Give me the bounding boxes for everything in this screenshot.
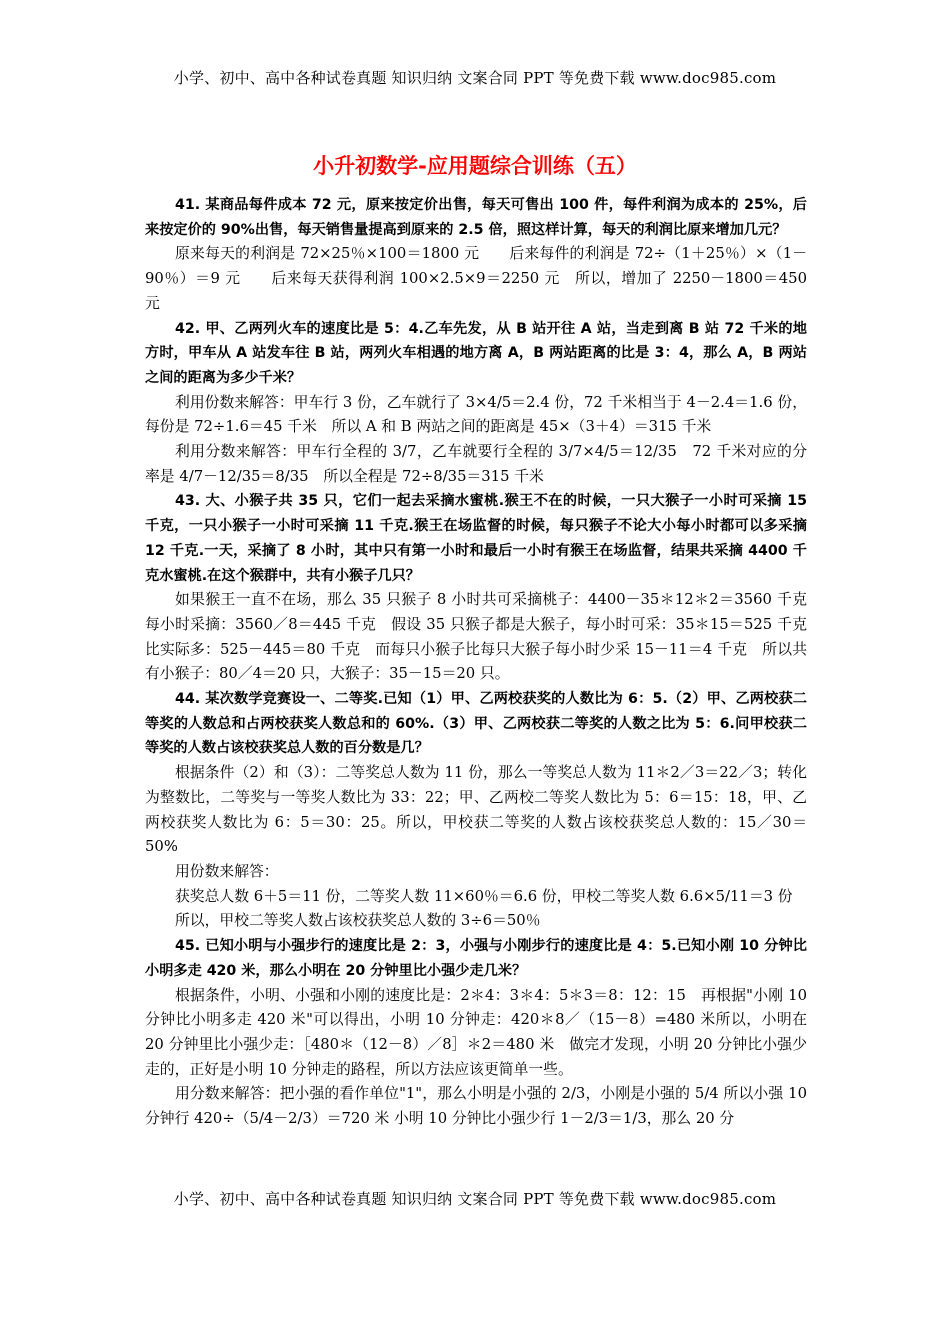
answer-text: 用分数来解答：把小强的看作单位"1"，那么小明是小强的 2/3，小刚是小强的 5/4 所以小强 10 分钟行 420÷（5/4－2/3）＝720 米 小明 10 分钟比小强少行 1－2/3＝1/3，那么 20 分 [145,1085,807,1128]
page-footer: 小学、初中、高中各种试卷真题 知识归纳 文案合同 PPT 等免费下载 www.doc985.com [173,1190,777,1208]
problem-43 [145,489,822,687]
problem-44 [145,687,807,934]
answer-text: 根据条件（2）和（3）：二等奖总人数为 11 份，那么一等奖总人数为 11＊2／3＝22／3；转化为整数比，二等奖与一等奖人数比为 33：22；甲、乙两校二等奖人数比为 5：6＝15：18，甲、乙两校获奖人数比为 6：5＝30：25。所以，甲校获二等奖的人数占该校获奖总人数的：15／30＝50% [145,764,807,856]
answer-text: 利用份数来解答：甲车行 3 份，乙车就行了 3×4/5＝2.4 份，72 千米相当于 4－2.4＝1.6 份，每份是 72÷1.6＝45 千米 所以 A 和 B 两站之间的距离是 45×（3＋4）＝315 千米 [145,393,807,436]
answer-text: 所以，甲校二等奖人数占该校获奖总人数的 3÷6＝50％ [175,912,541,930]
question-text: 42. 甲、乙两列火车的速度比是 5：4.乙车先发，从 B 站开往 A 站，当走到离 B 站 72 千米的地方时，甲车从 A 站发车往 B 站，两列火车相遇的地方离 A，B 两站距离的比是 3：4，那么 A，B 两站之间的距离为多少千米？ [145,320,807,386]
answer-text: 利用分数来解答：甲车行全程的 3/7，乙车就要行全程的 3/7×4/5＝12/35 72 千米对应的分率是 4/7－12/35＝8/35 所以全程是 72÷8/35＝315 千米 [145,443,807,485]
problem-41 [145,193,807,317]
answer-text: 如果猴王一直不在场，那么 35 只猴子 8 小时共可采摘桃子：4400－35＊12＊2＝3560 千克 每小时采摘：3560／8＝445 千克 假设 35 只猴子都是大猴子，每小时可采：35＊15＝525 千克 比实际多：525－445＝80 千克 而每只小猴子比每只大猴子每小时少采 15－11＝4 千克 所以共有小猴子：80／4＝20 只，大猴子：35－15＝20 只。 [145,591,822,683]
answer-text: 获奖总人数 6＋5＝11 份，二等奖人数 11×60％＝6.6 份，甲校二等奖人数 6.6×5/11＝3 份 [175,887,793,905]
page-header: 小学、初中、高中各种试卷真题 知识归纳 文案合同 PPT 等免费下载 www.doc985.com [173,69,777,87]
problem-42 [145,317,807,490]
answer-text: 根据条件，小明、小强和小刚的速度比是：2＊4：3＊4：5＊3＝8：12：15 再根据"小刚 10 分钟比小明多走 420 米"可以得出，小明 10 分钟走：420＊8／（15－8）=480 米所以，小明在 20 分钟里比小强少走：［480＊（12－8）／8］＊2＝480 米 做完才发现，小明 20 分钟比小强少走的，正好是小明 10 分钟走的路程，所以方法应该更简单一些。 [145,986,807,1078]
answer-text: 用份数来解答： [175,862,279,880]
question-text: 41. 某商品每件成本 72 元，原来按定价出售，每天可售出 100 件，每件利润为成本的 25%，后来按定价的 90%出售，每天销售量提高到原来的 2.5 倍，照这样计算，每天的利润比原来增加几元？ [145,197,807,238]
question-text: 44. 某次数学竞赛设一、二等奖.已知（1）甲、乙两校获奖的人数比为 6：5.（2）甲、乙两校获二等奖的人数总和占两校获奖人数总和的 60%.（3）甲、乙两校获二等奖的人数之比为 5：6.问甲校获二等奖的人数占该校获奖总人数的百分数是几？ [145,691,807,757]
document-body [145,193,822,1132]
document-title: 小升初数学-应用题综合训练（五） [313,154,637,178]
question-text: 45. 已知小明与小强步行的速度比是 2：3，小强与小刚步行的速度比是 4：5.已知小刚 10 分钟比小明多走 420 米，那么小明在 20 分钟里比小强少走几米？ [145,938,807,979]
answer-text: 原来每天的利润是 72×25％×100＝1800 元 后来每件的利润是 72÷（1＋25％）×（1－90％）＝9 元 后来每天获得利润 100×2.5×9＝2250 元 所以，增加了 2250－1800＝450 元 [145,245,807,312]
problem-45 [145,934,807,1132]
question-text: 43. 大、小猴子共 35 只，它们一起去采摘水蜜桃.猴王不在的时候，一只大猴子一小时可采摘 15 千克，一只小猴子一小时可采摘 11 千克.猴王在场监督的时候，每只猴子不论大小每小时都可以多采摘 12 千克.一天，采摘了 8 小时，其中只有第一小时和最后一小时有猴王在场监督，结果共采摘 4400 千克水蜜桃.在这个猴群中，共有小猴子几只？ [145,493,807,584]
